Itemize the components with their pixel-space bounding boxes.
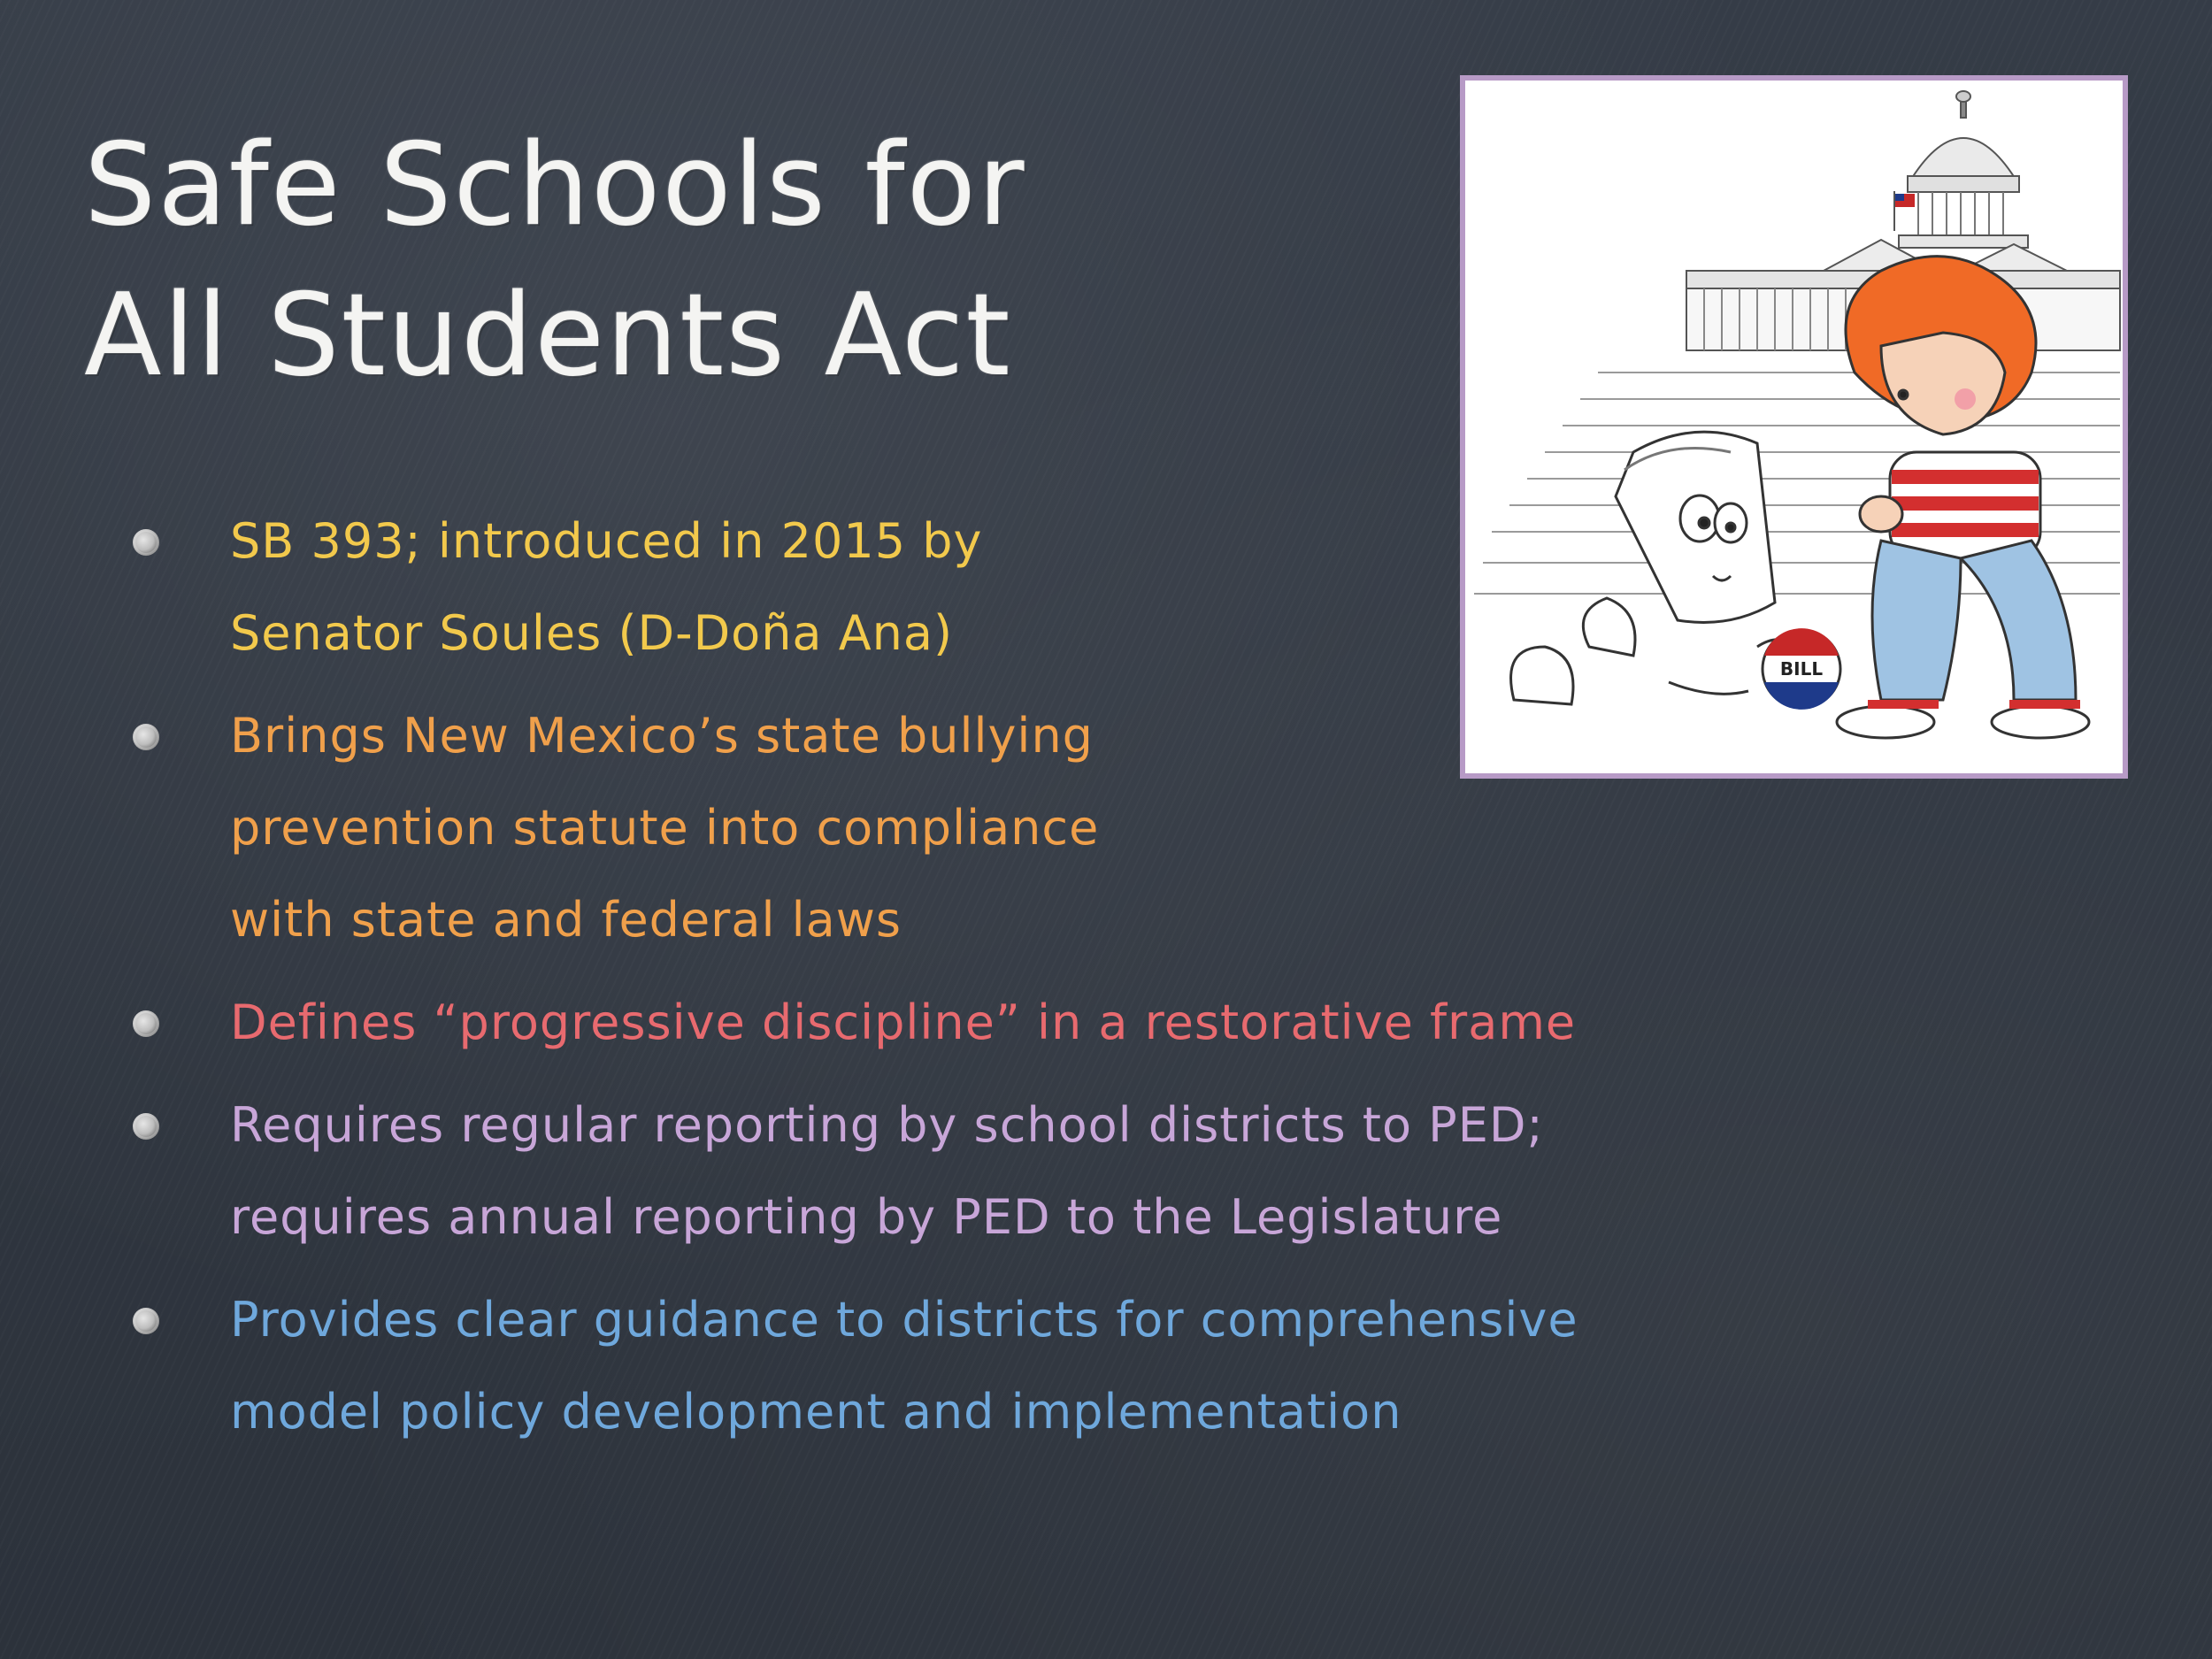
bullet-text: Requires regular reporting by school districts to PED; requires annual reporting by PED to the Legislature — [230, 1097, 1544, 1245]
bullet-dot-icon — [133, 1308, 159, 1334]
bullet-dot-icon — [133, 529, 159, 556]
bullet-text: Provides clear guidance to districts for comprehensive model policy development and implementation — [230, 1292, 1578, 1440]
bill-character-icon — [1511, 432, 1801, 704]
bullet-text: Defines “progressive discipline” in a restorative frame — [230, 995, 1577, 1050]
flag-icon — [1894, 191, 1915, 231]
bullet-text: Brings New Mexico’s state bullying prevention statute into compliance with state and federal laws — [230, 708, 1100, 948]
bullet-dot-icon — [133, 1113, 159, 1140]
title-line-1: Safe Schools for — [84, 119, 1026, 251]
bill-badge-icon — [1763, 628, 1840, 710]
title-line-2: All Students Act — [84, 270, 1012, 402]
bill-badge-text: BILL — [1779, 658, 1824, 680]
slide-title — [84, 111, 1385, 411]
bullet-item — [133, 1274, 2124, 1458]
capitol-bill-boy-illustration — [1460, 75, 2128, 779]
bullet-text: SB 393; introduced in 2015 by Senator Soules (D-Doña Ana) — [230, 513, 983, 661]
bullet-dot-icon — [133, 724, 159, 750]
bullet-dot-icon — [133, 1010, 159, 1037]
bullet-item — [133, 1079, 2124, 1263]
bullet-item — [133, 977, 2124, 1069]
